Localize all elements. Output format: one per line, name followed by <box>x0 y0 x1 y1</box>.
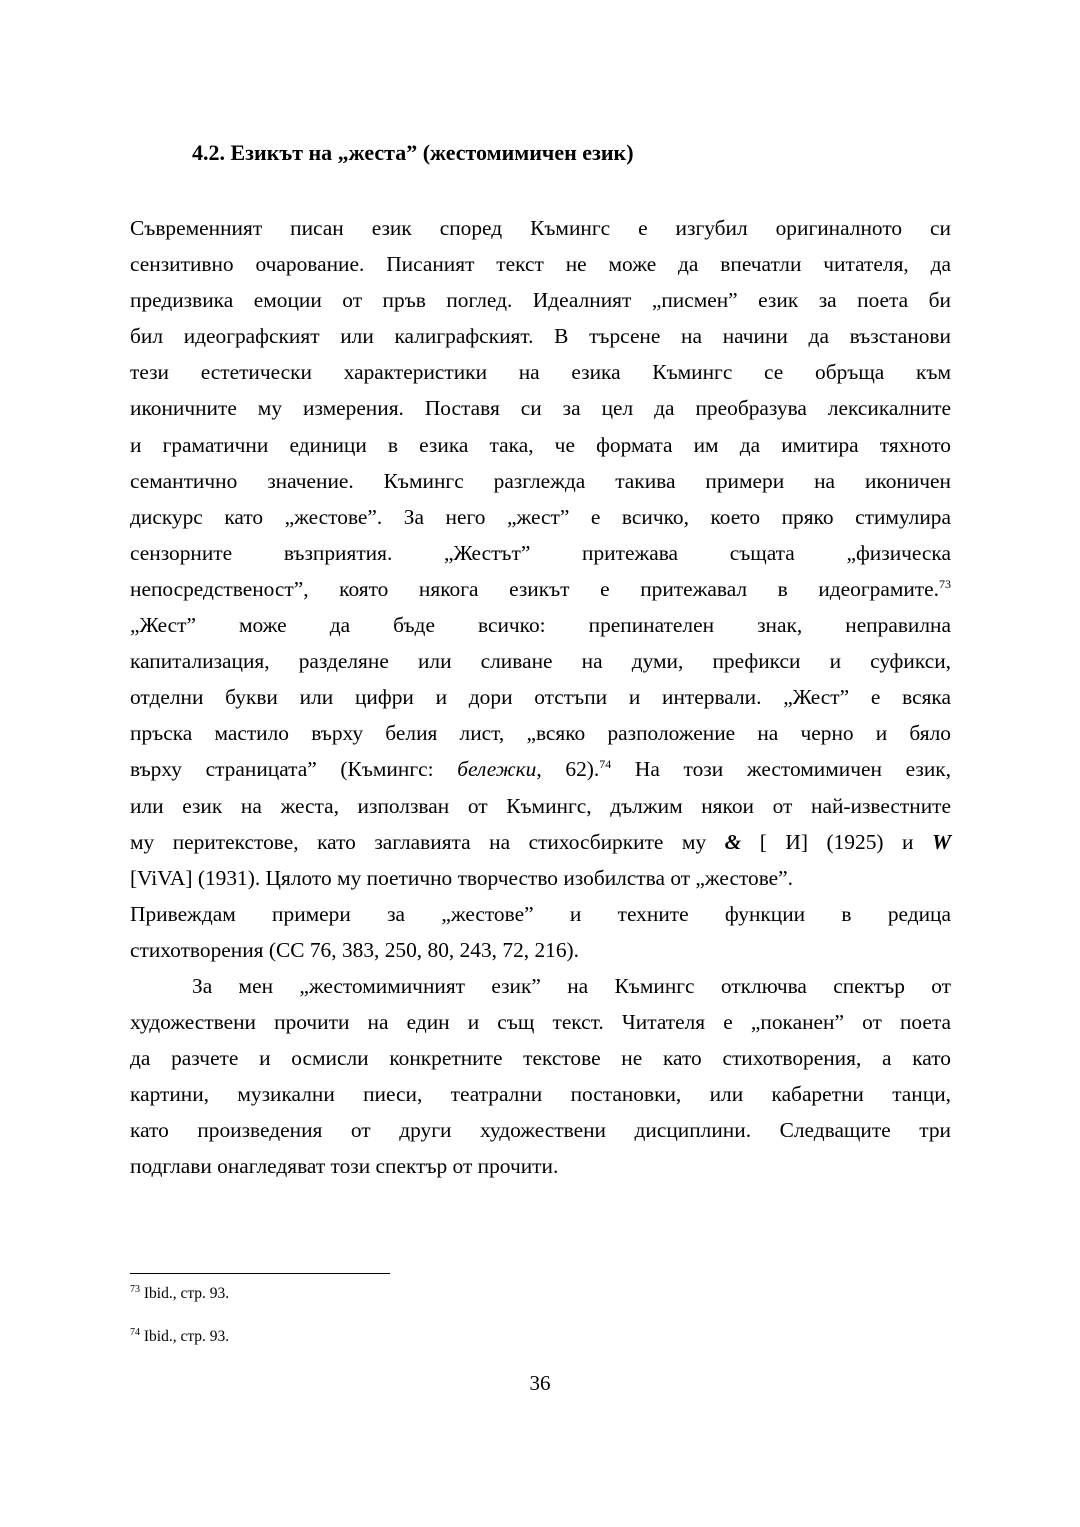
text-line: предизвика емоции от пръв поглед. Идеалният „писмен” език за поета би <box>130 288 951 313</box>
footnote-text: Ibid., стр. 93. <box>140 1328 230 1345</box>
text-line: художествени прочити на един и същ текст. Читателя е „поканен” от поета <box>130 1010 951 1035</box>
text-segment: му перитекстове, като заглавията на стихосбирките му <box>130 829 725 854</box>
text-line: За мен „жестомимичният език” на Къмингс отключва спектър от <box>192 973 951 998</box>
text-line: [ViVA] (1931). Цялото му поетично творчество изобилства от „жестове”. <box>130 865 794 890</box>
text-line: дискурс като „жестове”. За него „жест” е всичко, което пряко стимулира <box>130 504 951 529</box>
text-line <box>130 824 951 860</box>
text-segment: [ И] (1925) и <box>741 829 932 854</box>
italic-title: бележки <box>457 757 537 782</box>
text-line: семантично значение. Къмингс разглежда такива примери на иконичен <box>130 468 951 493</box>
text-line: или език на жеста, използван от Къмингс, дължим някои от най-известните <box>130 793 951 818</box>
text-line <box>130 571 951 607</box>
text-line: сензитивно очарование. Писаният текст не може да впечатли читателя, да <box>130 252 951 277</box>
text-segment: върху страницата” (Къмингс: <box>130 757 458 782</box>
section-heading: 4.2. Езикът на „жеста” (жестомимичен език) <box>192 140 634 165</box>
text-line: сензорните възприятия. „Жестът” притежава същата „физическа <box>130 540 951 565</box>
text-line: пръска мастило върху белия лист, „всяко разположение на черно и бяло <box>130 721 951 746</box>
text-line: отделни букви или цифри и дори отстъпи и интервали. „Жест” е всяка <box>130 685 951 710</box>
text-line: Съвременният писан език според Къмингс е изгубил оригиналното си <box>130 216 951 240</box>
footnote-number: 74 <box>130 1326 140 1338</box>
text-line: „Жест” може да бъде всичко: препинателен знак, неправилна <box>130 613 951 638</box>
text-line: стихотворения (CC 76, 383, 250, 80, 243, 72, 216). <box>130 937 580 962</box>
footnote-74 <box>130 1327 229 1347</box>
text-line: подглави онагледяват този спектър от прочити. <box>130 1154 559 1179</box>
text-line <box>130 751 951 787</box>
text-line: бил идеографският или калиграфският. В търсене на начини да възстанови <box>130 324 951 349</box>
footnote-ref-74[interactable]: 74 <box>599 757 612 772</box>
book-title-w: W <box>931 829 951 854</box>
footnote-number: 73 <box>130 1283 140 1295</box>
book-title-ampersand: & <box>724 829 742 854</box>
text-segment: непосредственост”, която някога езикът е притежавал в идеограмите. <box>130 576 939 601</box>
text-line: да разчете и осмисли конкретните текстове не като стихотворения, а като <box>130 1046 951 1071</box>
text-line: като произведения от други художествени дисциплини. Следващите три <box>130 1118 951 1143</box>
page-number: 36 <box>529 1371 551 1395</box>
text-line: картини, музикални пиеси, театрални постановки, или кабаретни танци, <box>130 1082 951 1107</box>
footnote-ref-73[interactable]: 73 <box>939 576 951 591</box>
footnote-separator <box>130 1273 390 1274</box>
text-line: капитализация, разделяне или сливане на думи, префикси и суфикси, <box>130 649 951 674</box>
text-segment: На този жестомимичен език, <box>611 757 951 782</box>
footnote-73 <box>130 1284 229 1304</box>
text-line: тези естетически характеристики на езика Къмингс се обръща към <box>130 360 951 385</box>
text-line: Привеждам примери за „жестове” и техните функции в редица <box>130 901 951 926</box>
text-line: и граматични единици в езика така, че формата им да имитира тяхното <box>130 432 951 457</box>
text-segment: , 62). <box>536 757 600 782</box>
footnote-text: Ibid., стр. 93. <box>140 1285 230 1302</box>
body-text <box>130 210 951 1185</box>
text-line: иконичните му измерения. Поставя си за цел да преобразува лексикалните <box>130 396 951 421</box>
